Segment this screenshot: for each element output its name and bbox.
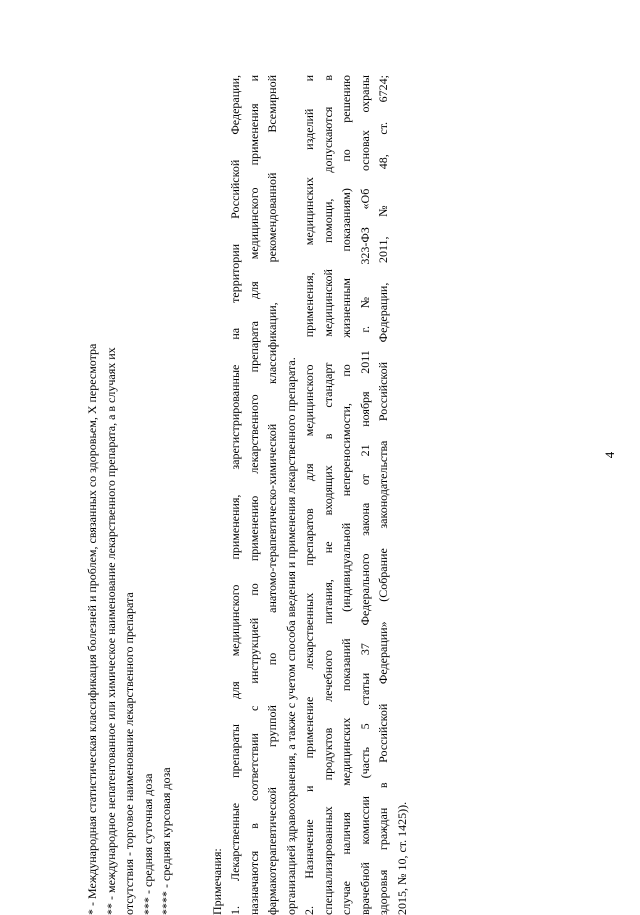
footnote-line: **** - средняя курсовая доза <box>159 767 173 915</box>
footnote-line: * - Международная статистическая классификация болезней и проблем, связанных со здоровьем, X пересмотра <box>85 343 99 915</box>
footnote-line: *** - средняя суточная доза <box>140 773 155 915</box>
note-line: 2. Назначение и применение лекарственных препаратов для медицинского применения, медицинских изделий и <box>302 75 316 915</box>
note-line: специализированных продуктов лечебного питания, не входящих в стандарт медицинской помощи, допускаются в <box>320 75 335 915</box>
footnote-line: отсутствия - торговое наименование лекарственного препарата <box>122 592 136 915</box>
note-line: 2015, № 10, ст. 1425)). <box>394 801 409 915</box>
note-line: случае наличия медицинских показаний (индивидуальной непереносимости, по жизненным показаниям) по решению <box>339 75 353 915</box>
note-line: здоровья граждан в Российской Федерации» (Собрание законодательства Российской Федерации, 2011, № 48, ст. 6724; <box>376 75 390 915</box>
footnote-line: ** - международное непатентованное или химическое наименование лекарственного препарата, а в случаях их <box>103 347 118 915</box>
note-line: фармакотерапевтической группой по анатомо-терапевтическо-химической классификации, рекомендованной Всемирной <box>265 75 279 915</box>
page-number: 4 <box>602 451 617 459</box>
section-gap <box>176 75 208 915</box>
note-line: врачебной комиссии (часть 5 статьи 37 Федерального закона от 21 ноября 2011 г. № 323-ФЗ «Об основах охраны <box>357 75 372 915</box>
note-line: назначаются в соответствии с инструкцией по применению лекарственного препарата для медицинского применения и <box>246 75 261 915</box>
note-line: 1. Лекарственные препараты для медицинского применения, зарегистрированные на территории Российской Федерации, <box>228 75 242 915</box>
notes-heading: Примечания: <box>209 848 224 915</box>
note-line: организацией здравоохранения, а также с учетом способа введения и применения лекарственного препарата. <box>283 357 298 915</box>
rotated-page-content <box>83 75 583 915</box>
